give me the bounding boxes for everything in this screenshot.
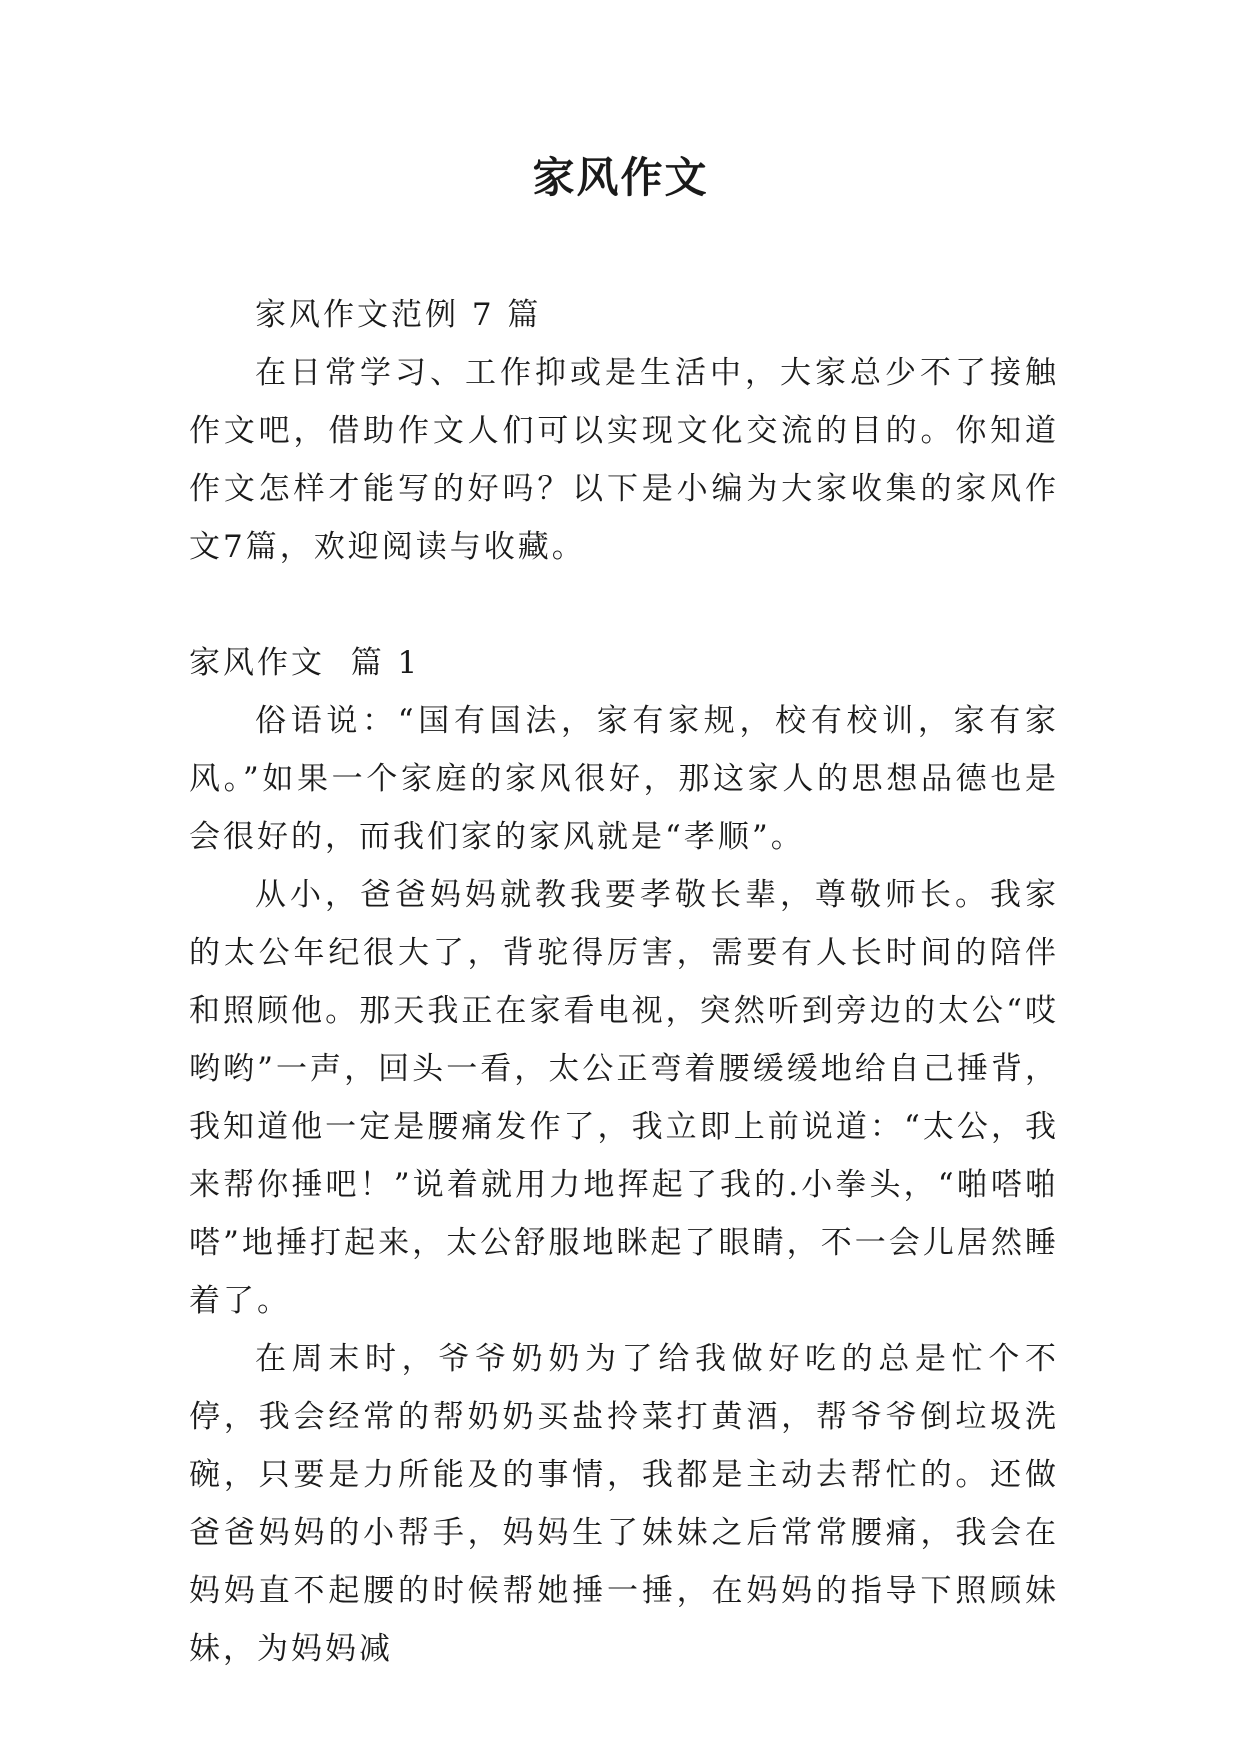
document-body bbox=[189, 286, 1059, 1678]
section-heading: 家风作文 篇 1 bbox=[189, 645, 421, 681]
body-paragraph-3: 在周末时，爷爷奶奶为了给我做好吃的总是忙个不停，我会经常的帮奶奶买盐拎菜打黄酒，帮爷爷倒垃圾洗碗，只要是力所能及的事情，我都是主动去帮忙的。还做爸爸妈妈的小帮手，妈妈生了妹妹之后常常腰痛，我会在妈妈直不起腰的时候帮她捶一捶，在妈妈的指导下照顾妹妹，为妈妈减 bbox=[189, 1341, 1059, 1667]
intro-paragraph: 在日常学习、工作抑或是生活中，大家总少不了接触作文吧，借助作文人们可以实现文化交流的目的。你知道作文怎样才能写的好吗？以下是小编为大家收集的家风作文7篇，欢迎阅读与收藏。 bbox=[189, 355, 1059, 565]
body-paragraph-2: 从小，爸爸妈妈就教我要孝敬长辈，尊敬师长。我家的太公年纪很大了，背驼得厉害，需要有人长时间的陪伴和照顾他。那天我正在家看电视，突然听到旁边的太公“哎哟哟”一声，回头一看，太公正弯着腰缓缓地给自己捶背，我知道他一定是腰痛发作了，我立即上前说道：“太公，我来帮你捶吧！”说着就用力地挥起了我的.小拳头，“啪嗒啪嗒”地捶打起来，太公舒服地眯起了眼睛，不一会儿居然睡着了。 bbox=[189, 877, 1059, 1319]
subtitle: 家风作文范例 7 篇 bbox=[255, 297, 542, 333]
spacer bbox=[189, 576, 1059, 634]
body-paragraph-1: 俗语说：“国有国法，家有家规，校有校训，家有家风。”如果一个家庭的家风很好，那这家人的思想品德也是会很好的，而我们家的家风就是“孝顺”。 bbox=[189, 703, 1059, 855]
document-title: 家风作文 bbox=[532, 153, 709, 202]
